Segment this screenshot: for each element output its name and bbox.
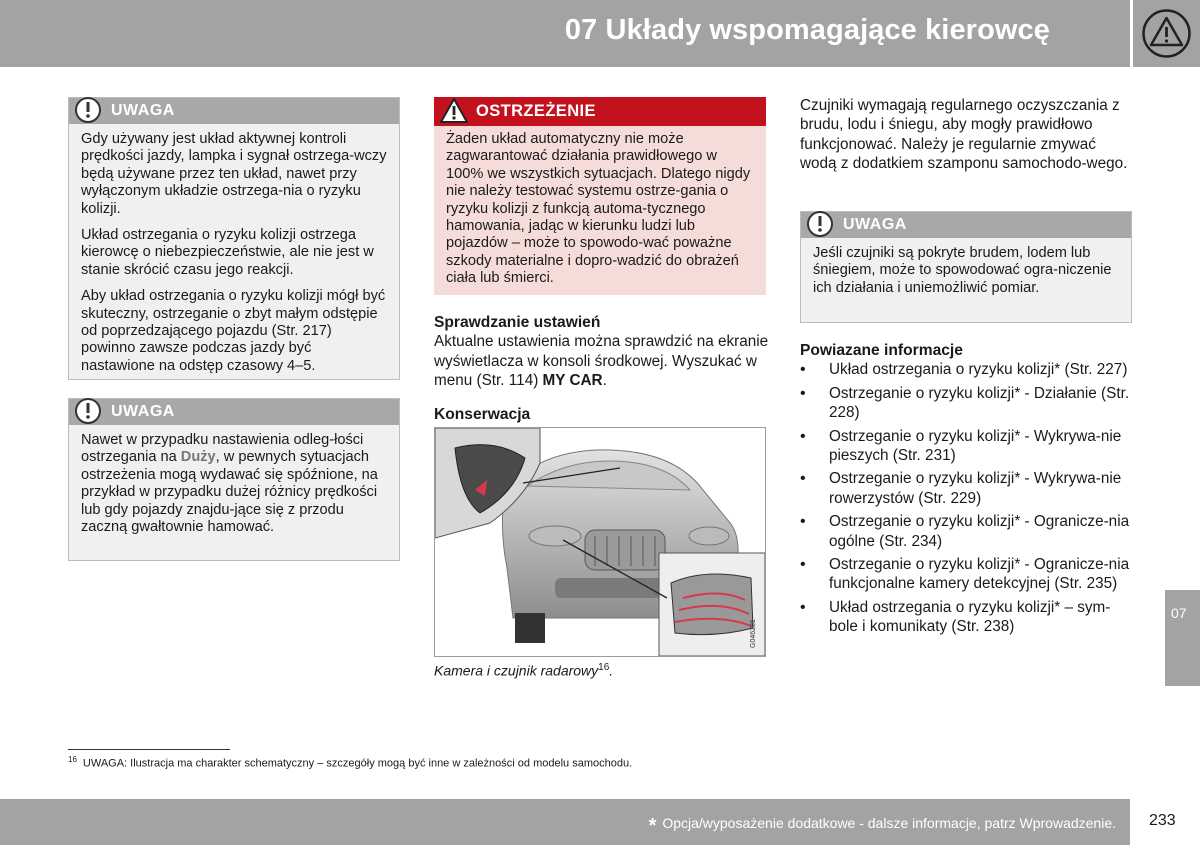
note-paragraph: Układ ostrzegania o ryzyku kolizji ostrzega kierowcę o niebezpieczeństwie, ale nie jest w stanie skrócić czasu jego reakcji. — [81, 227, 374, 278]
note-label: UWAGA — [843, 216, 907, 233]
warning-icon — [438, 95, 470, 132]
note-box-2 — [68, 398, 400, 561]
settings-section — [434, 313, 770, 391]
warning-box-header — [434, 97, 766, 126]
note-box-1 — [68, 97, 400, 380]
figure-caption: Kamera i czujnik radarowy$^{16}$. — [434, 662, 614, 679]
car-illustration — [434, 427, 766, 657]
warning-label: OSTRZEŻENIE — [476, 102, 596, 120]
setting-value: Duży — [180, 449, 216, 466]
footnote: $^{16}$ UWAGA: Ilustracja ma charakter schematyczny – szczegóły mogą być inne w zależności od modelu samochodu. — [68, 755, 633, 770]
note-paragraph: Aby układ ostrzegania o ryzyku kolizji mógł być skuteczny, ostrzeganie o zbyt małym odstępie od poprzedzającego pojazdu (Str. 217) powinno zawsze podczas jazdy być nastawione na odstęp czasowy 4–5. — [81, 288, 386, 374]
section-heading: Powiazane informacje — [800, 342, 963, 359]
note-paragraph: Nawet w przypadku nastawienia odleg-łości ostrzegania na Duży, w pewnych sytuacjach ostrzeżenia mogą wydawać się spóźnione, na przykład w przypadku dużej różnicy prędkości lub gdy pojazdy znajdu-jące się z przodu zaczną gwałtownie hamować. — [81, 432, 378, 536]
page-title: 07 Układy wspomagające kierowcę — [564, 14, 1050, 46]
maintenance-section — [434, 405, 770, 424]
section-heading: Sprawdzanie ustawień — [434, 314, 601, 331]
related-info — [800, 341, 1132, 641]
chapter-tab[interactable]: 07 — [1165, 590, 1200, 686]
footer-note: * Opcja/wyposażenie dodatkowe - dalsze informacje, patrz Wprowadzenie. — [648, 815, 1116, 837]
related-link[interactable]: • Ostrzeganie o ryzyku kolizji* - Ogranicze-nia ogólne (Str. 234) — [800, 512, 1132, 551]
note-paragraph: Gdy używany jest układ aktywnej kontroli prędkości jazdy, lampka i sygnał ostrzega-wczy będą używane przez ten układ, nawet przy wyłączonym układzie ostrzega-nia o ryzyku kolizji. — [81, 131, 387, 217]
section-heading: Konserwacja — [434, 406, 531, 423]
figure-code: G046281 — [750, 619, 757, 648]
related-link[interactable]: • Ostrzeganie o ryzyku kolizji* - Działanie (Str. 228) — [800, 384, 1132, 423]
menu-name: MY CAR — [542, 372, 603, 390]
related-link[interactable]: • Ostrzeganie o ryzyku kolizji* - Ogranicze-nia funkcjonalne kamery detekcyjnej (Str. 235) — [800, 555, 1132, 594]
note-box-3 — [800, 211, 1132, 323]
note-paragraph: Jeśli czujniki są pokryte brudem, lodem lub śniegiem, może to spowodować ogra-niczenie ich działania i uniemożliwić pomiar. — [813, 245, 1112, 296]
cleaning-intro — [800, 96, 1132, 174]
warning-triangle-icon — [1141, 8, 1192, 59]
section-text: Aktualne ustawienia można sprawdzić na ekranie wyświetlacza w konsoli środkowej. Wyszukać w menu (Str. 114) MY CAR. — [434, 333, 769, 390]
footnote-divider — [68, 749, 230, 750]
warning-box — [434, 97, 766, 295]
related-link[interactable]: • Ostrzeganie o ryzyku kolizji* - Wykrywa-nie pieszych (Str. 231) — [800, 427, 1132, 466]
note-box-header — [69, 399, 399, 425]
info-icon — [805, 209, 835, 244]
note-box-header — [69, 98, 399, 124]
related-link[interactable]: • Układ ostrzegania o ryzyku kolizji* (Str. 227) — [800, 360, 1132, 379]
note-label: UWAGA — [111, 102, 175, 119]
related-link[interactable]: • Ostrzeganie o ryzyku kolizji* - Wykrywa-nie rowerzystów (Str. 229) — [800, 469, 1132, 508]
paragraph: Czujniki wymagają regularnego oczyszczania z brudu, lodu i śniegu, aby mogły prawidłowo funkcjonować. Należy je regularnie zmywać wodą z dodatkiem szamponu samochodo-wego. — [800, 97, 1128, 173]
related-list — [800, 360, 1132, 636]
info-icon — [73, 95, 103, 130]
note-label: UWAGA — [111, 403, 175, 420]
related-link[interactable]: • Układ ostrzegania o ryzyku kolizji* – sym-bole i komunikaty (Str. 238) — [800, 598, 1132, 637]
header-bar — [0, 0, 1130, 67]
info-icon — [73, 396, 103, 431]
warning-text: Żaden układ automatyczny nie może zagwarantować działania prawidłowego w 100% we wszystkich sytuacjach. Dlatego nigdy nie należy testować systemu ostrze-gania o ryzyku kolizji z funkcją automa-tycznego hamowania, jadąc w kierunku ludzi lub pojazdów – może to spowodo-wać poważne szkody materialne i dopro-wadzić do obrażeń ciała lub śmierci. — [446, 131, 751, 287]
note-box-header — [801, 212, 1131, 238]
page-number: 233 — [1149, 812, 1176, 829]
header-icon-box — [1133, 0, 1200, 67]
